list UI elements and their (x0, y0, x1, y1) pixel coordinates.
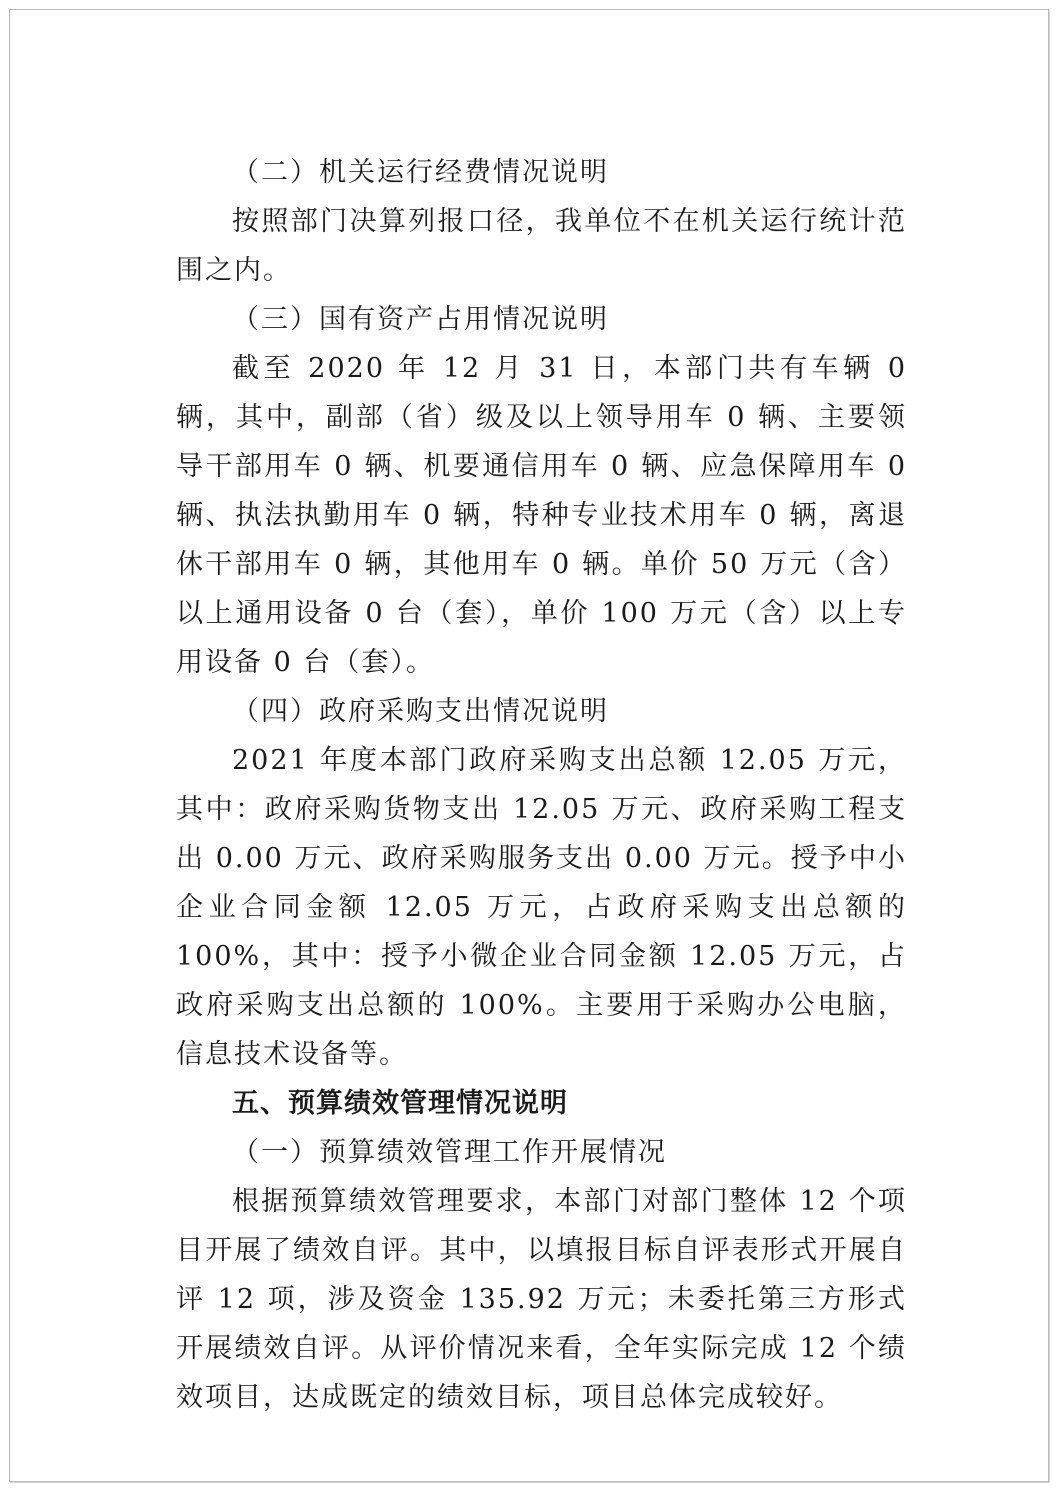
paragraph-operating-expenses: 按照部门决算列报口径，我单位不在机关运行统计范围之内。 (176, 206, 907, 286)
subheading-performance-work: （一）预算绩效管理工作开展情况 (232, 1137, 667, 1168)
subheading-operating-expenses: （二）机关运行经费情况说明 (232, 157, 609, 188)
subheading-government-procurement: （四）政府采购支出情况说明 (232, 696, 609, 727)
section-title-performance: 五、预算绩效管理情况说明 (232, 1088, 568, 1119)
paragraph-state-assets: 截至 2020 年 12 月 31 日，本部门共有车辆 0 辆，其中，副部（省）级及以上领导用车 0 辆、主要领导干部用车 0 辆、机要通信用车 0 辆、应急保障用车 0 辆、执法执勤用车 0 辆，特种专业技术用车 0 辆，离退休干部用车 0 辆，其他用车 0 辆。单价 50 万元（含）以上通用设备 0 台（套），单价 100 万元（含）以上专用设备 0 台（套）。 (176, 353, 907, 678)
document-body (176, 148, 907, 1422)
document-page (9, 9, 1049, 1482)
subheading-state-assets: （三）国有资产占用情况说明 (232, 304, 609, 335)
paragraph-government-procurement: 2021 年度本部门政府采购支出总额 12.05 万元，其中：政府采购货物支出 12.05 万元、政府采购工程支出 0.00 万元、政府采购服务支出 0.00 万元。授予中小企业合同金额 12.05 万元，占政府采购支出总额的 100%，其中：授予小微企业合同金额 12.05 万元，占政府采购支出总额的 100%。主要用于采购办公电脑，信息技术设备等。 (176, 745, 907, 1070)
paragraph-performance-work: 根据预算绩效管理要求，本部门对部门整体 12 个项目开展了绩效自评。其中，以填报目标自评表形式开展自评 12 项，涉及资金 135.92 万元；未委托第三方形式开展绩效自评。从评价情况来看，全年实际完成 12 个绩效项目，达成既定的绩效目标，项目总体完成较好。 (176, 1186, 907, 1413)
